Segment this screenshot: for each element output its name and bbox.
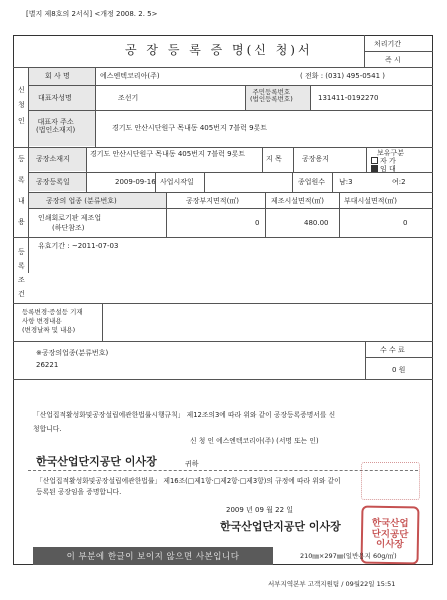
copy-warning-banner: 이 부분에 한글이 보이지 않으면 사본입니다 bbox=[33, 547, 273, 565]
applicant-section-char-1: 신 bbox=[18, 86, 25, 94]
registration-section-char-3: 내 bbox=[18, 197, 25, 205]
business-start-label: 사업시작일 bbox=[160, 178, 194, 186]
auxiliary-area-value: 0 bbox=[403, 219, 408, 227]
conditions-char-1: 등 bbox=[18, 248, 25, 256]
representative-label: 대표자성명 bbox=[38, 94, 72, 102]
factory-area-label: 제조시설면적(㎡) bbox=[271, 197, 325, 205]
phone-value: ( 전화 : (031) 495-0541 ) bbox=[300, 72, 385, 80]
applicant-section-char-3: 인 bbox=[18, 117, 25, 125]
issue-date: 2009 년 09 월 22 일 bbox=[226, 506, 294, 514]
employees-female: 여:2 bbox=[392, 178, 406, 186]
representative-value: 조선기 bbox=[118, 94, 139, 102]
form-reference: [별지 제8호의 2서식] <개정 2008. 2. 5> bbox=[26, 10, 158, 18]
processing-period-value: 즉 시 bbox=[385, 56, 401, 64]
recipient-name: 한국산업단지공단 이사장 bbox=[36, 455, 157, 468]
company-name-value: 에스엔텍코리아(주) bbox=[100, 72, 160, 80]
applicant-signature-line: 신 청 인 에스엔텍코리아(주) (서명 또는 인) bbox=[190, 437, 319, 445]
factory-location-value: 경기도 안산시단원구 목내동 405번지 7블럭 9롯트 bbox=[90, 150, 246, 158]
product-category-label: ※공장의업종(분류번호) bbox=[36, 349, 109, 357]
product-category-code: 26221 bbox=[36, 361, 59, 369]
issuer-name: 한국산업단지공단 이사장 bbox=[220, 520, 341, 533]
changes-label: 등록변경·증설등 기재 사항 변경내용 (변경날짜 및 내용) bbox=[22, 308, 83, 334]
resident-no-value: 131411-0192270 bbox=[318, 94, 379, 102]
recipient-suffix: 귀하 bbox=[185, 460, 199, 468]
paper-spec: 210㎜×297㎜(일반용지 60g/㎡) bbox=[300, 552, 397, 560]
ownership-label: 보유구분 bbox=[377, 149, 405, 157]
conditions-char-4: 건 bbox=[18, 290, 25, 298]
factory-location-label: 공장소재지 bbox=[36, 155, 70, 163]
site-area-value: 0 bbox=[255, 219, 260, 227]
land-value: 공장용지 bbox=[302, 155, 330, 163]
land-label: 지 목 bbox=[266, 155, 282, 163]
factory-area-value: 480.00 bbox=[304, 219, 329, 227]
certification-line-1: 「산업집적활성화및공장설립에관한법률」 제16조(□제1항·□제2항·□제3항)의 규정에 따라 위와 같이 bbox=[36, 477, 341, 485]
revenue-stamp-outline bbox=[361, 462, 420, 500]
address-value: 경기도 안산시단원구 목내동 405번지 7블럭 9롯트 bbox=[112, 124, 268, 132]
registration-section-char-2: 록 bbox=[18, 176, 25, 184]
fee-value: 0 원 bbox=[392, 366, 406, 374]
fee-label: 수 수 료 bbox=[380, 346, 405, 354]
ownership-lease-checkbox-checked bbox=[371, 165, 378, 172]
applicant-section-char-2: 청 bbox=[18, 101, 25, 109]
conditions-char-3: 조 bbox=[18, 276, 25, 284]
document-title: 공 장 등 록 증 명(신 청)서 bbox=[125, 43, 313, 57]
register-date-label: 공장등록일 bbox=[36, 178, 70, 186]
official-seal: 한국산업단지공단이사장 bbox=[360, 505, 419, 564]
address-label: 대표자 주소 (법인소재지) bbox=[36, 118, 76, 135]
ownership-own-option: 자 가 bbox=[371, 157, 396, 165]
ownership-lease-option: 임 대 bbox=[371, 165, 396, 173]
site-area-label: 공장부지면적(㎡) bbox=[186, 197, 240, 205]
employees-label: 종업원수 bbox=[298, 178, 326, 186]
registration-section-char-4: 용 bbox=[18, 218, 25, 226]
processing-period-label: 처리기간 bbox=[374, 40, 402, 48]
print-info: 서부지역본부 고객지원팀 / 09월22일 15:51 bbox=[268, 580, 396, 588]
ownership-own-checkbox bbox=[371, 157, 378, 164]
auxiliary-area-label: 부대시설면적(㎡) bbox=[344, 197, 398, 205]
employees-male: 남:3 bbox=[339, 178, 353, 186]
industry-sub: (하단참조) bbox=[52, 224, 85, 232]
register-date-value: 2009-09-16 bbox=[115, 178, 156, 186]
certification-line-2: 등록된 공장임을 증명합니다. bbox=[36, 488, 122, 496]
application-statement-line-2: 청합니다. bbox=[33, 425, 62, 433]
application-statement-line-1: 「산업집적활성화및공장설립에관한법률시행규칙」 제12조의3에 따라 위와 같이 공장등록증명서를 신 bbox=[33, 411, 336, 419]
industry-label: 공장의 업종 (분류번호) bbox=[46, 197, 117, 205]
resident-no-label: 주민등록번호 (법인등록번호) bbox=[250, 88, 293, 104]
industry-value: 인쇄회로기판 제조업 bbox=[38, 214, 102, 222]
registration-section-char-1: 등 bbox=[18, 155, 25, 163]
company-name-label: 회 사 명 bbox=[45, 72, 70, 80]
conditions-char-2: 록 bbox=[18, 262, 25, 270]
validity-period: 유효기간 : ~2011-07-03 bbox=[38, 242, 119, 250]
